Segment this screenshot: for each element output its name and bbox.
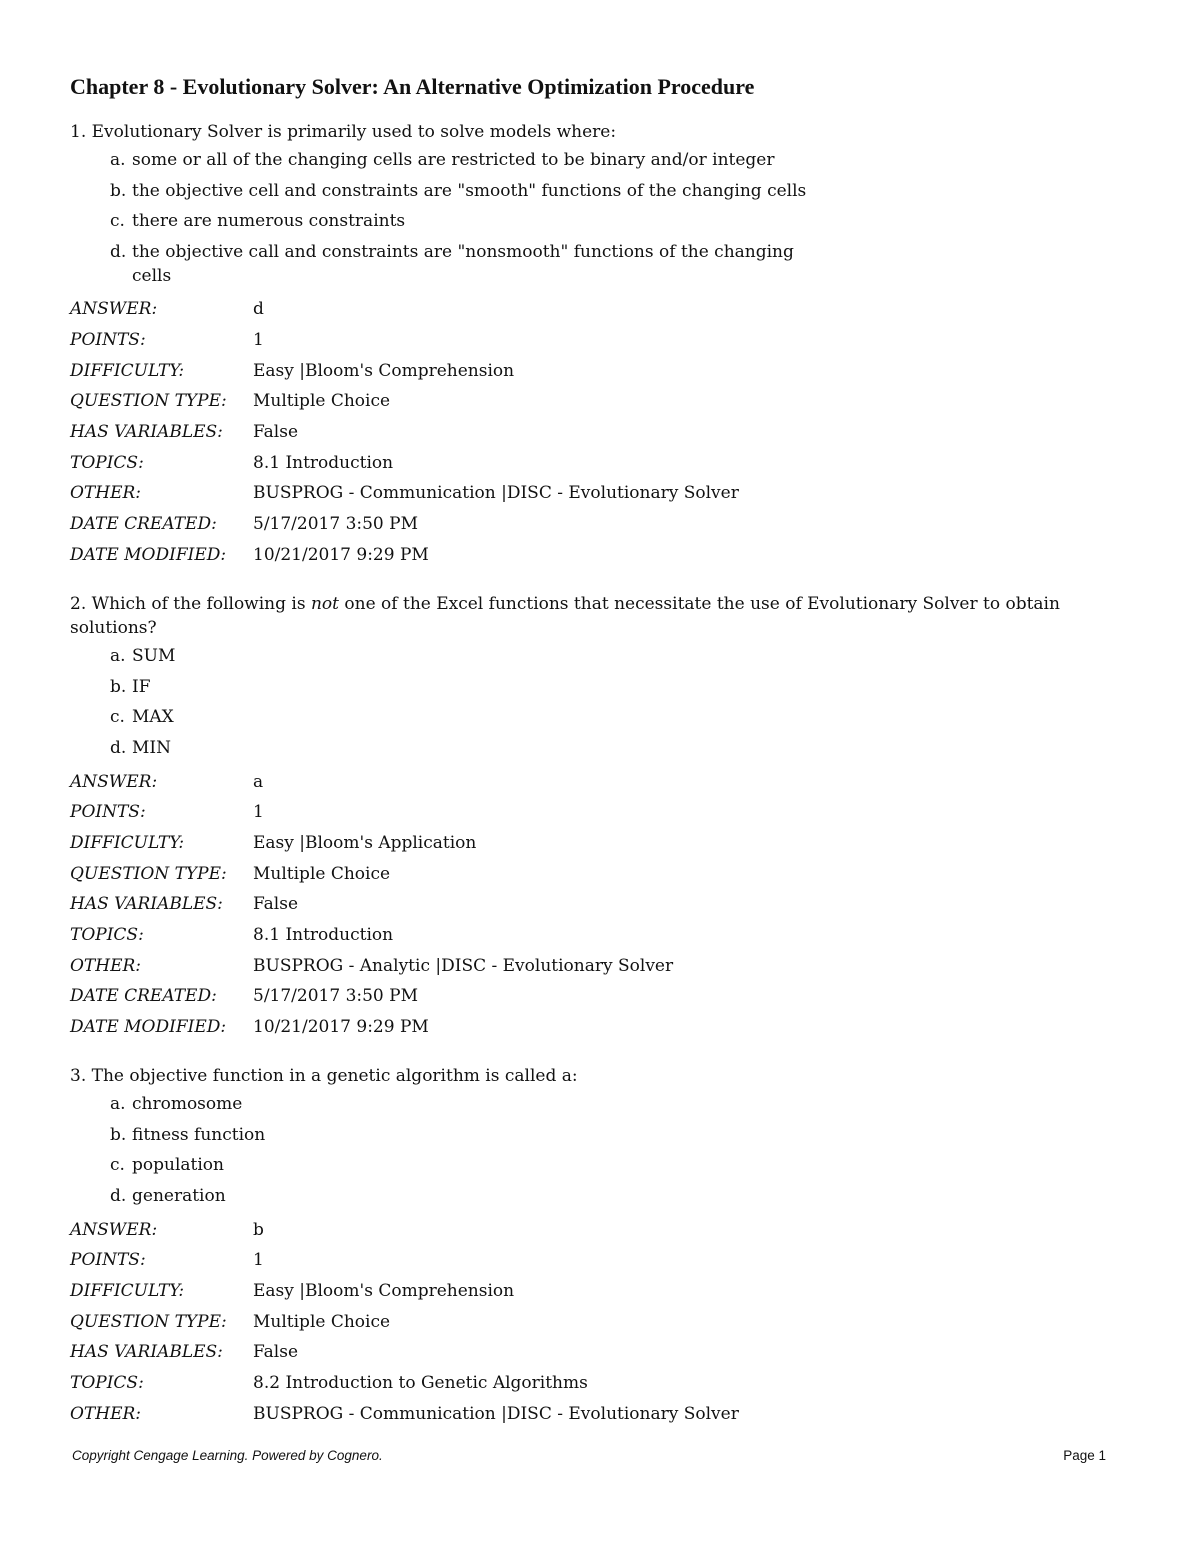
- meta-value: Multiple Choice: [253, 1311, 391, 1332]
- meta-label: POINTS:: [70, 802, 146, 823]
- meta-value: BUSPROG - Analytic |DISC - Evolutionary Solver: [253, 955, 674, 976]
- choice-list: [70, 1092, 1130, 1208]
- meta-label: DATE MODIFIED:: [70, 1017, 227, 1038]
- meta-row-answer: [70, 294, 739, 325]
- choice-letter: b.: [110, 180, 127, 201]
- question-text-part: Evolutionary Solver is primarily used to solve models where:: [91, 122, 617, 142]
- choice-text: SUM: [132, 646, 176, 667]
- choice-letter: b.: [110, 676, 127, 697]
- choice-letter: d.: [110, 737, 127, 758]
- meta-value: BUSPROG - Communication |DISC - Evolutionary Solver: [253, 1403, 739, 1424]
- meta-row-other: [70, 478, 739, 509]
- meta-row-date-modified: [70, 1012, 673, 1043]
- meta-label: HAS VARIABLES:: [70, 894, 223, 915]
- meta-label: ANSWER:: [70, 1219, 158, 1240]
- choice-text: MAX: [132, 707, 174, 728]
- meta-value: 10/21/2017 9:29 PM: [253, 1017, 429, 1038]
- meta-value: 8.2 Introduction to Genetic Algorithms: [253, 1373, 588, 1394]
- question-text-part: one of the Excel functions that necessitate the use of Evolutionary Solver to obtain solutions?: [70, 594, 1060, 639]
- meta-label: DATE CREATED:: [70, 514, 217, 535]
- meta-row-other: [70, 950, 673, 981]
- meta-value: False: [253, 894, 298, 915]
- meta-value: a: [253, 771, 264, 792]
- meta-value: 8.1 Introduction: [253, 452, 394, 473]
- choice-text: the objective call and constraints are "nonsmooth" functions of the changing cells: [132, 241, 794, 286]
- choice-item: [110, 179, 830, 203]
- meta-label: DIFFICULTY:: [70, 832, 185, 853]
- choice-text: fitness function: [132, 1124, 266, 1145]
- meta-row-topics: [70, 1368, 739, 1399]
- question-number: 3.: [70, 1066, 87, 1087]
- meta-row-points: [70, 797, 673, 828]
- meta-row-date-created: [70, 509, 739, 540]
- meta-row-points: [70, 325, 739, 356]
- page-number: Page 1: [1063, 1448, 1106, 1463]
- meta-value: False: [253, 1342, 298, 1363]
- question-text-part: Which of the following is: [91, 594, 311, 615]
- choice-item: [110, 644, 830, 668]
- choice-item: [110, 675, 830, 699]
- meta-value: b: [253, 1219, 264, 1240]
- choice-text: MIN: [132, 737, 171, 758]
- question-2: [70, 592, 1130, 1042]
- meta-row-has-variables: [70, 889, 673, 920]
- choice-list: [70, 148, 1130, 288]
- meta-label: DIFFICULTY:: [70, 360, 185, 381]
- meta-row-topics: [70, 920, 673, 951]
- meta-value: d: [253, 299, 264, 320]
- question-text: [70, 120, 1130, 144]
- choice-item: [110, 209, 830, 233]
- meta-row-question-type: [70, 386, 739, 417]
- question-number: 2.: [70, 594, 87, 615]
- meta-label: POINTS:: [70, 330, 146, 351]
- meta-label: QUESTION TYPE:: [70, 1311, 227, 1332]
- choice-item: [110, 240, 830, 288]
- meta-row-difficulty: [70, 1276, 739, 1307]
- choice-list: [70, 644, 1130, 760]
- choice-item: [110, 736, 830, 760]
- choice-letter: a.: [110, 1094, 126, 1115]
- choice-text: some or all of the changing cells are restricted to be binary and/or integer: [132, 150, 775, 170]
- meta-row-date-modified: [70, 540, 739, 571]
- choice-text: IF: [132, 676, 151, 697]
- question-text: [70, 592, 1130, 640]
- question-emphasis: not: [310, 594, 339, 615]
- choice-item: [110, 148, 830, 172]
- meta-label: TOPICS:: [70, 924, 144, 945]
- meta-row-difficulty: [70, 828, 673, 859]
- choice-letter: c.: [110, 1155, 125, 1176]
- meta-value: 8.1 Introduction: [253, 924, 394, 945]
- meta-row-question-type: [70, 858, 673, 889]
- choice-item: [110, 1092, 830, 1116]
- choice-text: population: [132, 1155, 224, 1176]
- meta-row-answer: [70, 1214, 739, 1245]
- meta-value: Easy |Bloom's Comprehension: [253, 1281, 515, 1302]
- question-1: [70, 120, 1130, 570]
- question-text: [70, 1064, 1130, 1088]
- meta-value: 10/21/2017 9:29 PM: [253, 544, 429, 565]
- choice-text: there are numerous constraints: [132, 211, 406, 231]
- question-metadata: [70, 294, 739, 570]
- meta-value: Multiple Choice: [253, 863, 391, 884]
- choice-letter: d.: [110, 1185, 127, 1206]
- choice-item: [110, 1184, 830, 1208]
- meta-label: OTHER:: [70, 1403, 142, 1424]
- meta-value: 1: [253, 330, 264, 351]
- meta-row-question-type: [70, 1306, 739, 1337]
- choice-letter: c.: [110, 211, 125, 231]
- document-page: [70, 72, 1130, 1451]
- copyright-notice: Copyright Cengage Learning. Powered by Cognero.: [72, 1448, 383, 1463]
- meta-label: HAS VARIABLES:: [70, 1342, 223, 1363]
- choice-letter: c.: [110, 707, 125, 728]
- meta-label: ANSWER:: [70, 299, 158, 320]
- choice-text: generation: [132, 1185, 226, 1206]
- question-metadata: [70, 1214, 739, 1429]
- choice-item: [110, 1153, 830, 1177]
- meta-value: 1: [253, 802, 264, 823]
- meta-label: TOPICS:: [70, 1373, 144, 1394]
- page-footer: [72, 1448, 1106, 1463]
- meta-value: 5/17/2017 3:50 PM: [253, 986, 418, 1007]
- meta-label: TOPICS:: [70, 452, 144, 473]
- question-metadata: [70, 766, 673, 1042]
- question-text-part: The objective function in a genetic algorithm is called a:: [91, 1066, 578, 1087]
- meta-label: DATE CREATED:: [70, 986, 217, 1007]
- meta-value: Easy |Bloom's Comprehension: [253, 360, 515, 381]
- meta-row-points: [70, 1245, 739, 1276]
- meta-label: QUESTION TYPE:: [70, 863, 227, 884]
- choice-letter: a.: [110, 150, 126, 170]
- choice-item: [110, 1123, 830, 1147]
- meta-label: HAS VARIABLES:: [70, 422, 223, 443]
- choice-letter: a.: [110, 646, 126, 667]
- meta-label: POINTS:: [70, 1250, 146, 1271]
- choice-letter: d.: [110, 241, 127, 262]
- meta-row-difficulty: [70, 355, 739, 386]
- meta-value: BUSPROG - Communication |DISC - Evolutionary Solver: [253, 483, 739, 504]
- chapter-title: Chapter 8 - Evolutionary Solver: An Alternative Optimization Procedure: [70, 74, 755, 99]
- meta-row-date-created: [70, 981, 673, 1012]
- meta-label: OTHER:: [70, 483, 142, 504]
- meta-row-answer: [70, 766, 673, 797]
- meta-row-topics: [70, 447, 739, 478]
- meta-row-has-variables: [70, 417, 739, 448]
- meta-value: Easy |Bloom's Application: [253, 832, 477, 853]
- choice-letter: b.: [110, 1124, 127, 1145]
- choice-item: [110, 705, 830, 729]
- meta-row-other: [70, 1399, 739, 1430]
- question-3: [70, 1064, 1130, 1429]
- question-number: 1.: [70, 122, 87, 142]
- meta-value: Multiple Choice: [253, 391, 391, 412]
- meta-label: QUESTION TYPE:: [70, 391, 227, 412]
- choice-text: the objective cell and constraints are "smooth" functions of the changing cells: [132, 180, 807, 201]
- meta-label: ANSWER:: [70, 771, 158, 792]
- meta-value: False: [253, 422, 298, 443]
- meta-label: OTHER:: [70, 955, 142, 976]
- choice-text: chromosome: [132, 1094, 243, 1115]
- meta-row-has-variables: [70, 1337, 739, 1368]
- meta-value: 1: [253, 1250, 264, 1271]
- meta-label: DIFFICULTY:: [70, 1281, 185, 1302]
- meta-label: DATE MODIFIED:: [70, 544, 227, 565]
- meta-value: 5/17/2017 3:50 PM: [253, 514, 418, 535]
